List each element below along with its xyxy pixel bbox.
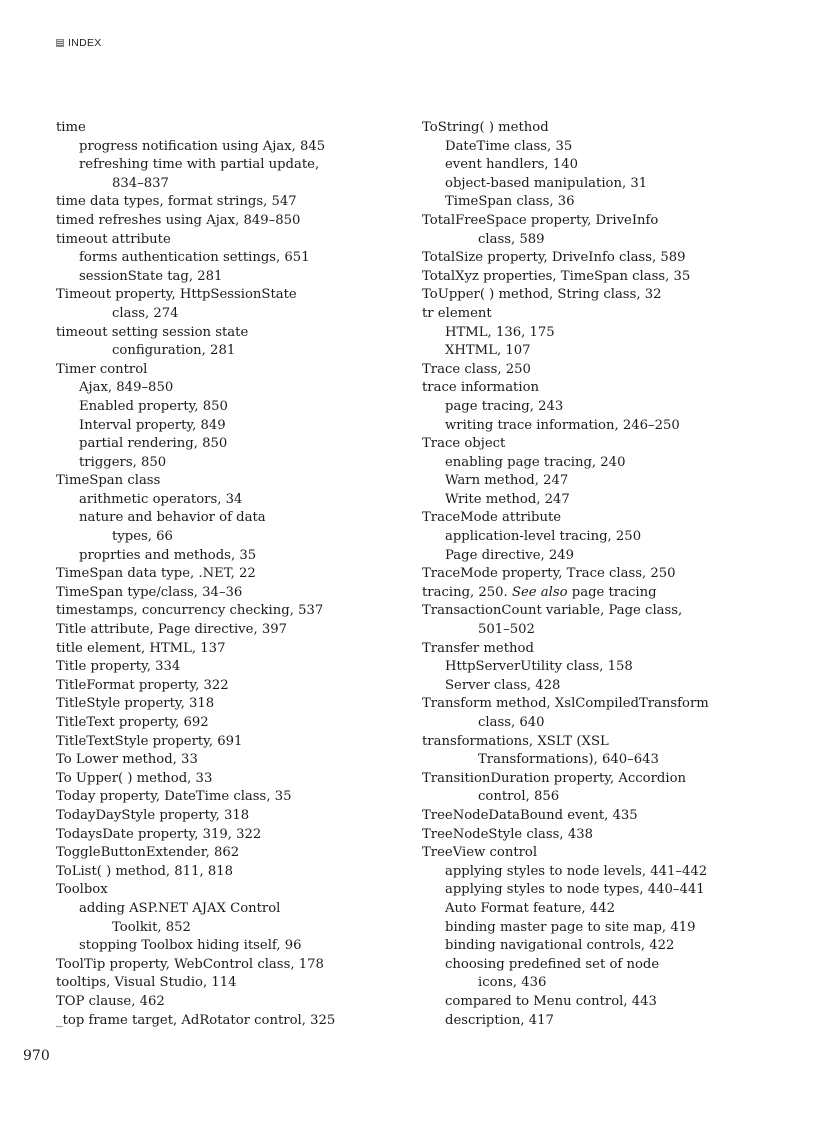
index-subentry: triggers, 850 <box>79 454 167 470</box>
index-entry: tr element <box>422 305 492 321</box>
index-subentry: Enabled property, 850 <box>79 398 228 414</box>
index-entry: TraceMode attribute <box>422 510 562 526</box>
index-subentry: Interval property, 849 <box>79 417 226 433</box>
index-subentry: partial rendering, 850 <box>79 436 228 452</box>
index-continuation: types, 66 <box>112 529 173 545</box>
index-continuation: configuration, 281 <box>112 343 236 359</box>
index-subentry: applying styles to node types, 440–441 <box>445 882 705 898</box>
index-entry <box>422 584 752 603</box>
index-entry: ToString( ) method <box>422 120 549 135</box>
index-entry: Timer control <box>56 361 148 377</box>
index-continuation: control, 856 <box>478 789 560 805</box>
index-entry: TodayDayStyle property, 318 <box>56 807 250 823</box>
index-entry: TimeSpan data type, .NET, 22 <box>56 566 256 582</box>
index-entry: TreeView control <box>422 845 538 861</box>
see-also-reference: See also <box>511 584 568 600</box>
index-subentry: Page directive, 249 <box>445 547 575 563</box>
index-entry: ToUpper( ) method, String class, 32 <box>422 287 662 303</box>
index-entry: Transfer method <box>422 640 534 656</box>
index-entry: ToolTip property, WebControl class, 178 <box>56 956 324 972</box>
index-continuation: 501–502 <box>478 622 535 638</box>
page-number: 970 <box>23 1048 50 1064</box>
index-entry: Today property, DateTime class, 35 <box>56 789 292 805</box>
index-entry: Title attribute, Page directive, 397 <box>56 622 287 638</box>
index-subentry: Server class, 428 <box>445 677 561 693</box>
index-subentry: DateTime class, 35 <box>445 138 573 154</box>
index-subentry: refreshing time with partial update, <box>79 157 320 173</box>
index-entry: TotalFreeSpace property, DriveInfo <box>422 212 659 228</box>
index-subentry: enabling page tracing, 240 <box>445 454 626 470</box>
index-subentry: XHTML, 107 <box>445 343 531 359</box>
index-subentry: description, 417 <box>445 1012 554 1028</box>
index-entry: To Upper( ) method, 33 <box>56 770 213 786</box>
index-entry: _top frame target, AdRotator control, 325 <box>56 1012 336 1028</box>
index-column-left <box>56 119 386 1030</box>
index-entry: title element, HTML, 137 <box>56 640 226 656</box>
index-subentry: Write method, 247 <box>445 491 570 507</box>
index-entry: ToggleButtonExtender, 862 <box>56 845 240 861</box>
running-head-label: INDEX <box>68 37 102 49</box>
index-entry: timeout setting session state <box>56 324 249 340</box>
index-entry: transformations, XSLT (XSL <box>422 733 609 749</box>
index-entry: trace information <box>422 380 540 396</box>
index-subentry: applying styles to node levels, 441–442 <box>445 863 708 879</box>
index-subentry: object-based manipulation, 31 <box>445 175 648 191</box>
index-entry: TransitionDuration property, Accordion <box>422 770 687 786</box>
index-entry: time <box>56 120 86 135</box>
index-entry: Transform method, XslCompiledTransform <box>422 696 709 712</box>
index-column-right <box>422 119 752 1030</box>
index-entry: time data types, format strings, 547 <box>56 194 297 210</box>
index-subentry: Auto Format feature, 442 <box>445 900 615 916</box>
index-entry: ToList( ) method, 811, 818 <box>56 863 234 879</box>
index-subentry: Warn method, 247 <box>445 473 569 489</box>
running-head <box>56 37 102 49</box>
square-bullet-icon <box>56 39 64 47</box>
index-continuation: class, 640 <box>478 715 545 730</box>
index-entry: timestamps, concurrency checking, 537 <box>56 603 324 619</box>
index-subentry: arithmetic operators, 34 <box>79 491 243 507</box>
index-subentry: HttpServerUtility class, 158 <box>445 659 633 675</box>
index-entry: TreeNodeDataBound event, 435 <box>422 807 638 823</box>
index-entry: TotalSize property, DriveInfo class, 589 <box>422 250 686 266</box>
index-subentry: nature and behavior of data <box>79 510 266 526</box>
index-entry: Title property, 334 <box>56 659 181 675</box>
index-continuation: Toolkit, 852 <box>112 919 191 935</box>
index-subentry: choosing predefined set of node <box>445 956 660 972</box>
index-subentry: TimeSpan class, 36 <box>445 194 575 210</box>
index-continuation: class, 589 <box>478 231 545 247</box>
see-also-target: page tracing <box>567 584 657 600</box>
index-continuation: class, 274 <box>112 305 179 321</box>
index-subentry: forms authentication settings, 651 <box>79 250 310 266</box>
index-entry: TodaysDate property, 319, 322 <box>56 826 262 842</box>
index-entry: Toolbox <box>56 882 108 898</box>
index-entry-text: tracing, 250. <box>422 584 512 600</box>
index-entry: TitleFormat property, 322 <box>56 677 229 693</box>
index-entry: TOP clause, 462 <box>56 993 165 1009</box>
index-entry: TitleTextStyle property, 691 <box>56 733 243 749</box>
index-entry: timeout attribute <box>56 231 171 247</box>
index-entry: TitleText property, 692 <box>56 715 209 730</box>
index-entry: To Lower method, 33 <box>56 752 198 768</box>
index-continuation: 834–837 <box>112 175 169 191</box>
index-entry: TransactionCount variable, Page class, <box>422 603 683 619</box>
index-subentry: proprties and methods, 35 <box>79 547 257 563</box>
index-subentry: adding ASP.NET AJAX Control <box>79 900 281 916</box>
index-subentry: stopping Toolbox hiding itself, 96 <box>79 938 302 954</box>
index-entry: TraceMode property, Trace class, 250 <box>422 566 676 582</box>
index-entry: TimeSpan class <box>56 473 161 489</box>
index-subentry: HTML, 136, 175 <box>445 324 555 340</box>
index-subentry: Ajax, 849–850 <box>79 380 174 396</box>
index-subentry: progress notification using Ajax, 845 <box>79 138 326 154</box>
index-subentry: writing trace information, 246–250 <box>445 417 680 433</box>
index-entry: TotalXyz properties, TimeSpan class, 35 <box>422 268 691 284</box>
index-entry: TreeNodeStyle class, 438 <box>422 826 593 842</box>
index-entry: timed refreshes using Ajax, 849–850 <box>56 212 301 228</box>
index-entry: TitleStyle property, 318 <box>56 696 215 712</box>
index-subentry: binding master page to site map, 419 <box>445 919 696 935</box>
index-subentry: application-level tracing, 250 <box>445 529 642 545</box>
index-subentry: sessionState tag, 281 <box>79 268 223 284</box>
index-entry: Timeout property, HttpSessionState <box>56 287 297 303</box>
index-entry: Trace class, 250 <box>422 361 531 377</box>
index-entry: Trace object <box>422 436 506 452</box>
index-subentry: page tracing, 243 <box>445 398 564 414</box>
index-subentry: event handlers, 140 <box>445 157 578 173</box>
index-subentry: binding navigational controls, 422 <box>445 938 675 954</box>
index-subentry: compared to Menu control, 443 <box>445 993 657 1009</box>
index-entry: TimeSpan type/class, 34–36 <box>56 584 243 600</box>
index-continuation: icons, 436 <box>478 975 547 991</box>
index-continuation: Transformations), 640–643 <box>478 752 659 768</box>
index-entry: tooltips, Visual Studio, 114 <box>56 975 237 991</box>
